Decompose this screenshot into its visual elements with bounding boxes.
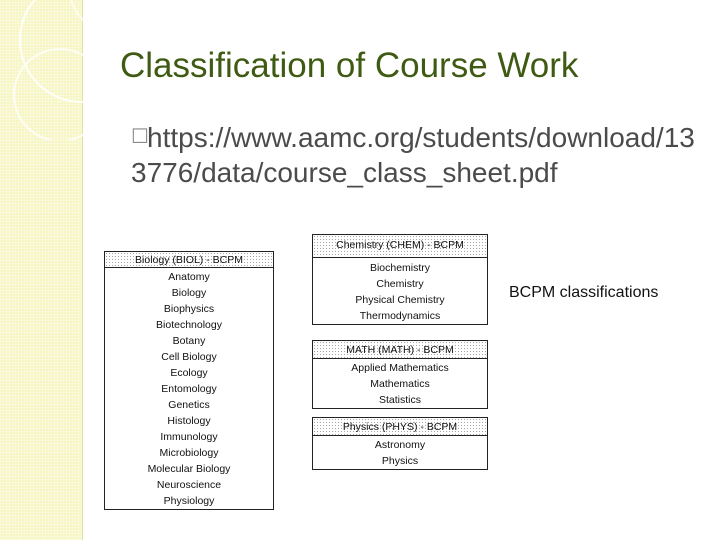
bullet-item <box>131 120 706 190</box>
table-row: Physical Chemistry <box>355 294 445 306</box>
biology-table-heading: Biology (BIOL) - BCPM <box>105 252 273 268</box>
biology-table <box>104 251 274 510</box>
box-bullet-icon: ☐ <box>131 126 149 148</box>
table-row: Biology <box>171 287 207 299</box>
bcpm-caption: BCPM classifications <box>509 284 659 301</box>
table-row: Chemistry <box>376 278 424 290</box>
table-row: Genetics <box>168 399 210 411</box>
physics-table-list <box>313 436 487 469</box>
math-table-heading: MATH (MATH) - BCPM <box>313 341 487 359</box>
source-url-link[interactable]: https://www.aamc.org/students/download/133776/data/course_class_sheet.pdf <box>131 122 695 188</box>
slide-title: Classification of Course Work <box>120 46 579 85</box>
table-row: Physiology <box>163 495 215 507</box>
table-row: Entomology <box>161 383 217 395</box>
table-row: Biophysics <box>163 303 215 315</box>
chemistry-table-list <box>313 258 487 324</box>
table-row: Anatomy <box>168 271 210 283</box>
table-row: Cell Biology <box>161 351 217 363</box>
table-row: Molecular Biology <box>147 463 231 475</box>
table-row: Applied Mathematics <box>351 362 449 374</box>
table-row: Ecology <box>170 367 208 379</box>
table-row: Neuroscience <box>156 479 222 491</box>
math-table-list <box>313 359 487 408</box>
chemistry-table <box>312 234 488 325</box>
table-row: Astronomy <box>374 439 426 451</box>
physics-table-heading: Physics (PHYS) - BCPM <box>313 418 487 436</box>
physics-table <box>312 417 488 470</box>
table-row: Statistics <box>378 394 421 406</box>
table-row: Biochemistry <box>369 262 431 274</box>
table-row: Mathematics <box>370 378 430 390</box>
math-table <box>312 340 488 409</box>
table-row: Immunology <box>160 431 218 443</box>
table-row: Physics <box>381 455 419 467</box>
table-row: Thermodynamics <box>359 310 441 322</box>
table-row: Histology <box>167 415 211 427</box>
table-row: Botany <box>172 335 206 347</box>
table-row: Biotechnology <box>156 319 222 331</box>
chemistry-table-heading: Chemistry (CHEM) - BCPM <box>313 235 487 258</box>
table-row: Microbiology <box>159 447 219 459</box>
biology-table-list <box>105 268 273 509</box>
